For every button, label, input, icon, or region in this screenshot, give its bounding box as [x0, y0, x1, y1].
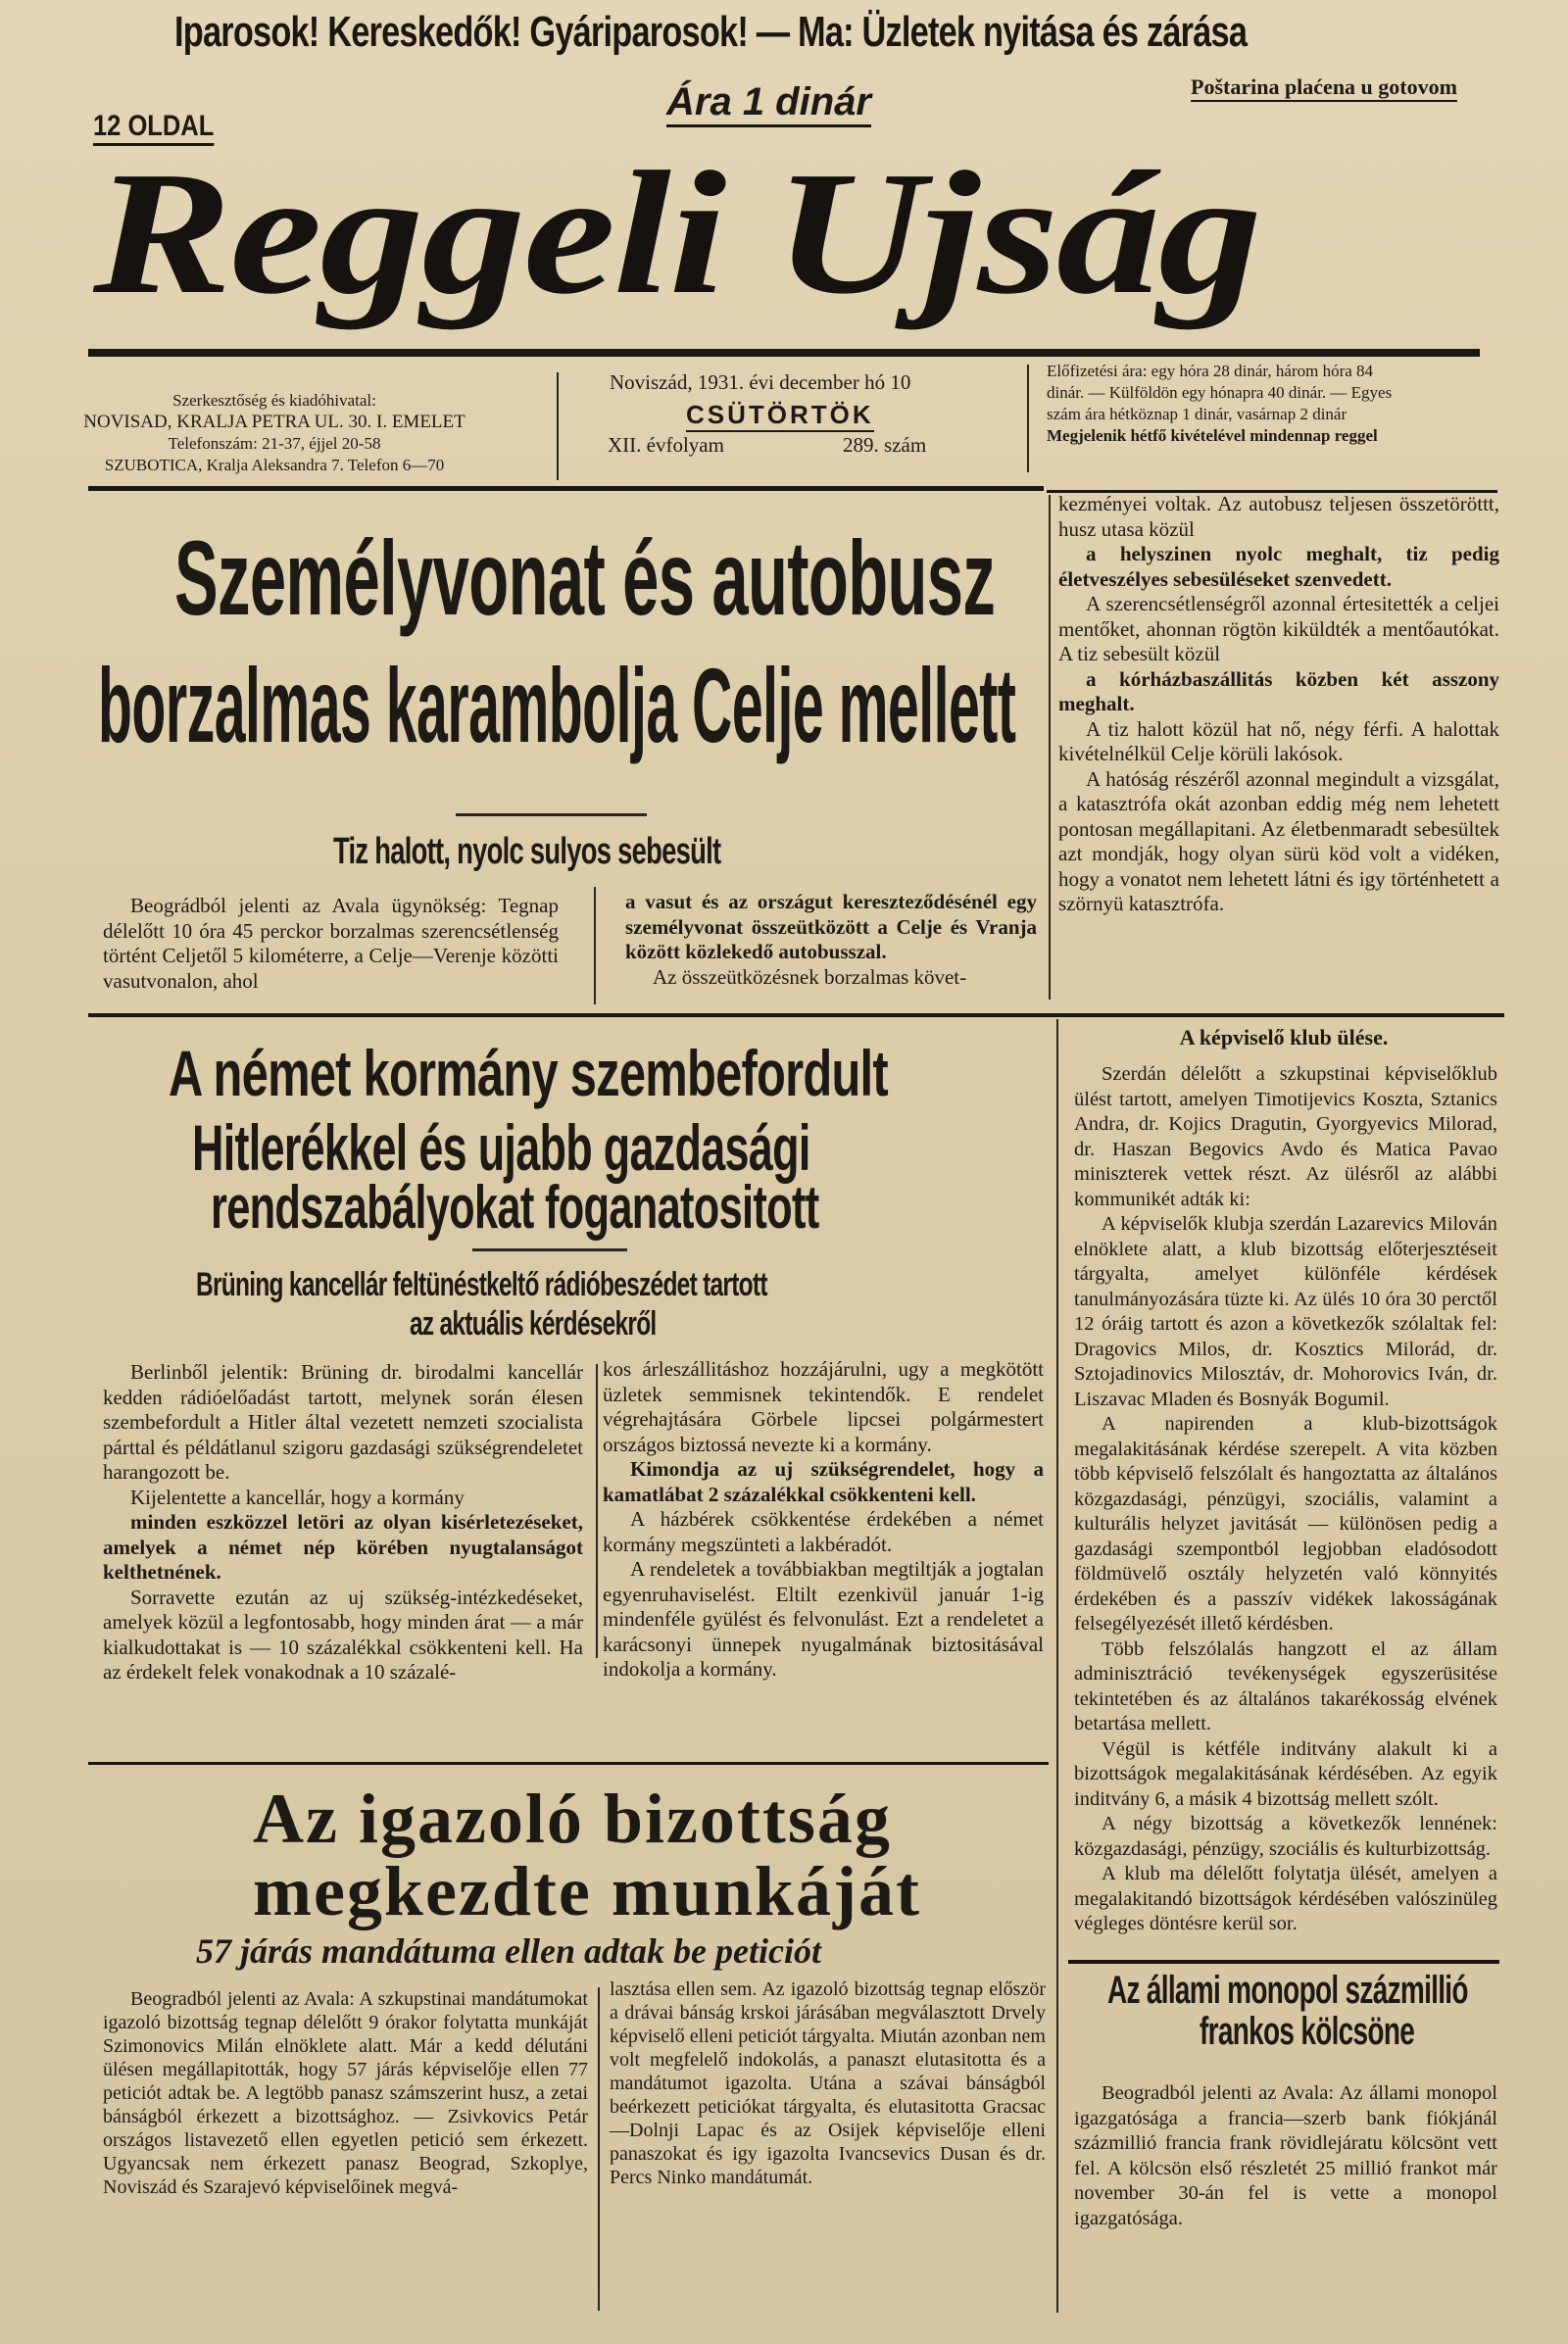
article1-col2 [625, 890, 1037, 990]
article3-col2-text: lasztása ellen sem. Az igazoló bizottság tegnap először a drávai bánság krskoi járásában megválasztott Drvely képviselő elleni peticiót tárgyalta. Miután azonban nem volt megfelelő indokolás, a panaszt elutasitotta és a mandátumot igazolta. Utána a szávai bánságból beérkezett peticiókat tárgyalta, és elutasitotta Gracsac—Dolnji Lapac és az Osijek képviselője elleni panaszokat és igy igazolta Ivancsevics Dusan és dr. Percs Ninko mandátumát. [610, 1978, 1046, 2188]
article2-subhead-1: Brüning kancellár feltünéstkeltő rádióbeszédet tartott [196, 1266, 767, 1303]
article4-p4: Több felszólalás hangzott el az állam adminisztráció tevékenységek egyszerüsitése tekintetében és az általános takarékosság elvének betartása mellett. [1074, 1637, 1497, 1734]
article1-col2-text: Az összeütközésnek borzalmas követ- [653, 964, 967, 989]
top-banner: Iparosok! Kereskedők! Gyáriparosok! — Ma: Üzletek nyitása és zárása [174, 8, 1248, 56]
pages-label: 12 OLDAL [93, 110, 214, 146]
article3-headline-1: Az igazoló bizottság [253, 1780, 892, 1858]
article2-col1-b: Kijelentette a kancellár, hogy a kormány [130, 1485, 465, 1509]
article2-col2-d: A rendeletek a továbbiakban megtiltják a jogtalan egyenruhaviselést. Eltilt ezenkivül január 1-ig mindenféle gyülést és felvonulást. Ezt a rendeletet a karácsonyi ünnepek nyugalmának biztositásával indokolja a kormány. [603, 1557, 1044, 1681]
article5-text: Beogradból jelenti az Avala: Az állami monopol igazgatósága a francia—szerb bank fiókjánál százmillió francia frank rövidlejáratu kölcsönt vett fel. A kölcsön első részletét 25 millió frankot már november 30-án fel is vette a monopol igazgatósága. [1074, 2082, 1497, 2229]
article3-col1 [103, 1987, 588, 2199]
subscription-line-3: szám ára hétköznap 1 dinár, vasárnap 2 dinár [1047, 405, 1348, 423]
editorial-line-4: SZUBOTICA, Kralja Aleksandra 7. Telefon 6—70 [104, 456, 445, 474]
article5-headline-1: Az állami monopol százmillió [1107, 1969, 1468, 2012]
article2-col2-c: A házbérek csökkentése érdekében a német kormány megszünteti a lakbéradót. [603, 1507, 1044, 1556]
price-label: Ára 1 dinár [666, 80, 871, 127]
article3-headline-2: megkezdte munkáját [253, 1852, 921, 1930]
top-right-divider [1049, 495, 1051, 1000]
article1-col1 [103, 894, 559, 994]
article2-col2 [603, 1357, 1044, 1683]
article1-headline-1: Személyvonat és autobusz [174, 518, 996, 637]
article5-headline-2: frankos kölcsöne [1200, 2010, 1415, 2053]
article3-col1-text: Beogradból jelenti az Avala: A szkupstinai mandátumokat igazoló bizottság tegnap délelőtt 9 órakor folytatta munkáját Szimonovics Milán elnöklete alatt. Már a kedd délutáni ülésen megállapitották, hogy 57 járás képviselője ellen 77 peticiót adtak be. A legtöbb panasz számszerint husz, a zetai bánságból érkezett a bizottsághoz. — Zsivkovics Petár országos listavezető ellen egyetlen petició sem érkezett. Ugyancsak nem érkezett panasz Beograd, Szkoplye, Noviszád és Szarajevó képviselőinek megvá- [103, 1988, 588, 2198]
article2-col1-c: minden eszközzel letöri az olyan kisérletezéseket, amelyek a német nép körében nyugtalanságot kelthetnének. [103, 1510, 583, 1584]
article2-col2-a: kos árleszállitáshoz hozzájárulni, ugy a megkötött üzletek semmisnek tekintendők. E rendelet végrehajtására Görbele lipcsei polgármestert országos biztossá nevezte ki a kormány. [603, 1357, 1044, 1456]
article1-col1-text: Beográdból jelenti az Avala ügynökség: Tegnap délelőtt 10 óra 45 perckor borzalmas szerencsétlenség történt Celjetől 5 kilométerre, a Celje—Verenje közötti vasutvonalon, ahol [103, 894, 559, 993]
subscription-line-4: Megjelenik hétfő kivételével mindennap reggel [1047, 426, 1378, 445]
article1-col3-a: kezményei voltak. Az autobusz teljesen összetöröttt, husz utasa közül [1058, 492, 1499, 541]
header-divider-1 [557, 372, 559, 480]
article1-headline-2: borzalmas karambolja Celje mellett [98, 646, 1016, 764]
article1-col3-c: A szerencsétlenségről azonnal értesitették a celjei mentőket, ahonnan rögtön kiküldték a mentőautókat. A tiz sebesült közül [1058, 592, 1499, 665]
article1-col3 [1058, 492, 1499, 917]
article2-col1 [103, 1360, 583, 1685]
article2-col1-a: Berlinből jelentik: Brüning dr. birodalmi kancellár kedden rádióelőadást tartott, melynek során élesen szembefordult a Hitler által vezetett nemzeti szocialista párttal és példátlanul szigoru gazdasági szükségrendeletet harangozott be. [103, 1360, 583, 1484]
article4-p6: A négy bizottság a következők lennének: közgazdasági, pénzügy, szociális és kulturbizottság. [1074, 1813, 1497, 1860]
masthead-rule [88, 349, 1480, 357]
article2-col2-b: Kimondja az uj szükségrendelet, hogy a kamatlábat 2 százalékkal csökkenteni kell. [603, 1457, 1044, 1506]
article2-bottom-rule [88, 1762, 1049, 1765]
article1-col3-b: a helyszinen nyolc meghalt, tiz pedig életveszélyes sebesüléseket szenvedett. [1058, 542, 1499, 591]
article1-col2-bold: a vasut és az országut kereszteződésénél egy személyvonat összeütközött a Celje és Vranja között közlekedő autobusszal. [625, 890, 1037, 963]
article2-col-divider [596, 1364, 598, 1658]
article5-top-rule [1068, 1960, 1499, 1964]
subscription-line-1: Előfizetési ára: egy hóra 28 dinár, három hóra 84 [1047, 362, 1374, 380]
article1-col3-e: A tiz halott közül hat nő, négy férfi. A halottak kivételnélkül Celje körüli lakósok. [1058, 716, 1499, 765]
postage-label: Poštarina plaćena u gotovom [1191, 74, 1457, 102]
article4-body [1074, 1062, 1497, 1937]
article2-headline-1: A német kormány szembefordult [169, 1037, 888, 1109]
article2-headline-2: Hitlerékkel és ujabb gazdasági [192, 1111, 810, 1184]
article1-col3-f: A hatóság részéről azonnal megindult a vizsgálat, a katasztrófa okát azonban eddig még nem lehetett pontosan megállapitani. Az életbenmaradt sebesültek azt mondják, hogy olyan sürü köd volt a vidéken, hogy a vonatot nem lehetett látni és igy történhetett a szörnyü katasztrófa. [1058, 766, 1499, 915]
article1-col3-d: a kórházbaszállitás közben két asszony meghalt. [1058, 666, 1499, 715]
article5-body [1074, 2081, 1497, 2231]
article4-p2: A képviselők klubja szerdán Lazarevics Milován elnöklete alatt, a klub bizottság előterjesztéseit tárgyalta, amelyet különféle kérdések tanulmányozására tüzte ki. Az ülés 10 óra 30 perctől 12 óráig tartott és azon a következők szólaltak fel: Dragovics Milos, dr. Kosztics Milorád, dr. Sztojadinovics Milosztáv, dr. Mohorovics Iván, dr. Liszavac Mladen és Bosnyák Bogumil. [1074, 1213, 1497, 1410]
article4-p3: A napirenden a klub-bizottságok megalakitásának kérdése szerepelt. A vita közben több képviselő felszólalt és hangoztatta az általános közgazdasági, pénzügyi, szociális, valamint a kulturális helyzet javitását — különösen pedig a gazdasági szempontból legjobban eladósodott földmüvelő osztály helyzetén való könnyités érdekében és a passzív vidékek lakosságának felsegélyezését illető kérdésben. [1074, 1413, 1497, 1635]
header-bottom-rule [88, 486, 1044, 491]
right-column-divider [1056, 1019, 1058, 2313]
article4-p7: A klub ma délelőtt folytatja ülését, amelyen a megalakitandó bizottságok kérdésében valószinüleg végleges döntésre kerül sor. [1074, 1863, 1497, 1934]
issue-date: Noviszád, 1931. évi december hó 10 [610, 370, 911, 394]
subscription-line-2: dinár. — Külföldön egy hónapra 40 dinár. — Egyes [1047, 383, 1393, 402]
mid-rule [88, 1013, 1504, 1017]
article1-subhead: Tiz halott, nyolc sulyos sebesült [333, 831, 721, 872]
article2-col1-d: Sorravette ezután az uj szükség-intézkedéseket, amelyek közül a legfontosabb, hogy minden árat — a már kialkudottakat is — 10 százalékkal csökkenteni kell. Ha az érdekelt felek vonakodnak a 10 százalé- [103, 1585, 583, 1684]
article3-subhead: 57 járás mandátuma ellen adtak be peticiót [196, 1931, 821, 1971]
subscription-info [1047, 361, 1497, 447]
header-divider-2 [1027, 365, 1029, 472]
article3-col-divider [598, 1987, 600, 2311]
article2-subhead-2: az aktuális kérdésekről [410, 1305, 657, 1343]
article2-rule [472, 1248, 627, 1251]
article4-p1: Szerdán délelőtt a szkupstinai képviselőklub ülést tartott, amelyen Timotijevics Koszta, Sztanics Andra, dr. Kojics Dragutin, Gyorgyevics Milorad, dr. Haszan Begovics Avdo és Matica Pavao miniszterek vettek részt. Az ülésről az alábbi kommunikét adták ki: [1074, 1063, 1497, 1210]
article3-col2 [610, 1978, 1046, 2189]
editorial-line-1: Szerkesztőség és kiadóhivatal: [172, 391, 376, 410]
article4-title: A képviselő klub ülése. [1179, 1025, 1389, 1050]
editorial-line-2: NOVISAD, KRALJA PETRA UL. 30. I. EMELET [83, 412, 466, 432]
article2-headline-3: rendszabályokat foganatositott [211, 1174, 819, 1242]
article4-p5: Végül is kétféle inditvány alakult ki a bizottságok megalakitásának kérdésében. Az egyik inditvány 6, a másik 4 bizottság mellett szólt. [1074, 1737, 1497, 1810]
editorial-office [0, 390, 549, 476]
issue-volume: XII. évfolyam [608, 433, 724, 457]
masthead-title: Reggeli Ujság [93, 135, 1260, 330]
issue-weekday: CSÜTÖRTÖK [686, 400, 874, 432]
issue-number: 289. szám [843, 433, 927, 457]
editorial-line-3: Telefonszám: 21-37, éjjel 20-58 [168, 434, 381, 453]
article1-col-divider [594, 887, 596, 1004]
article1-rule [456, 813, 647, 816]
